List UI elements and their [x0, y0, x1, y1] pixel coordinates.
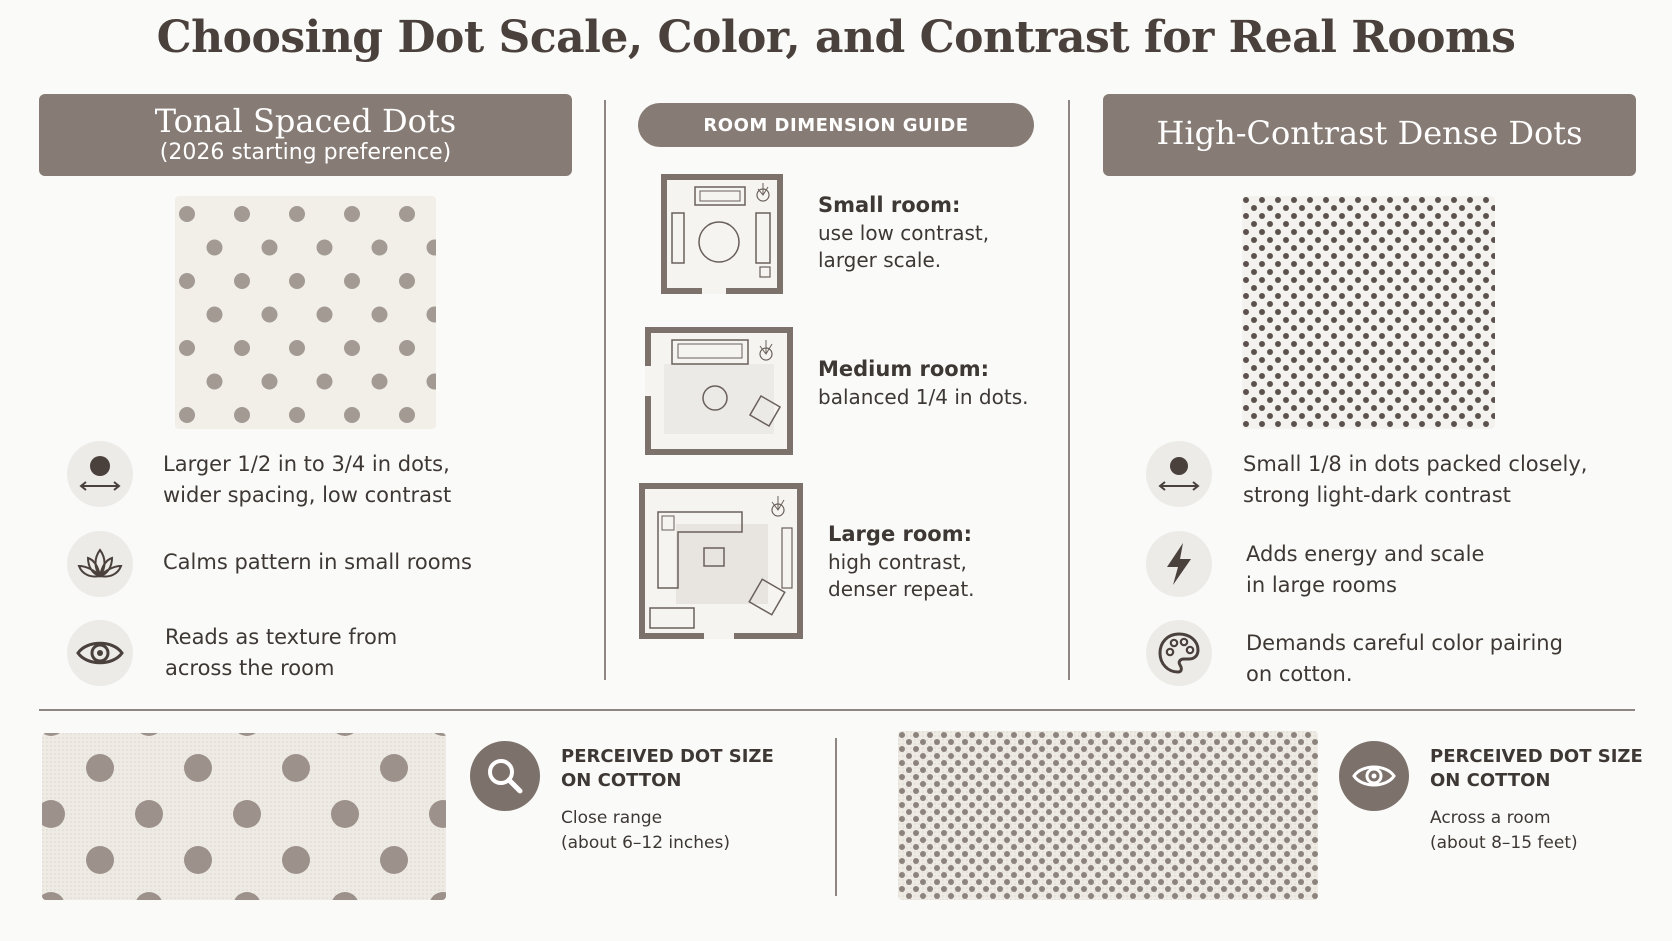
left-feature-1-line1: Larger 1/2 in to 3/4 in dots, — [163, 452, 450, 476]
eye-icon — [1339, 741, 1409, 811]
close-range-title-line1: PERCEIVED DOT SIZE — [561, 746, 774, 767]
tonal-dots-banner — [39, 94, 572, 176]
small-room-label: Small room: — [818, 193, 961, 217]
medium-room-label: Medium room: — [818, 357, 990, 381]
magnifier-icon — [470, 741, 540, 811]
across-room-desc-line2: (about 8–15 feet) — [1430, 833, 1578, 853]
left-feature-3 — [165, 622, 397, 684]
medium-room-info — [818, 354, 1028, 411]
large-room-info — [828, 519, 975, 603]
section-divider — [39, 709, 1635, 711]
large-room-line1: high contrast, — [828, 550, 967, 574]
left-feature-3-line2: across the room — [165, 656, 335, 680]
page-title: Choosing Dot Scale, Color, and Contrast for Real Rooms — [156, 12, 1516, 63]
dot-spacing-icon — [67, 441, 133, 507]
left-feature-1-line2: wider spacing, low contrast — [163, 483, 452, 507]
medium-room-line1: balanced 1/4 in dots. — [818, 385, 1029, 409]
small-room-info — [818, 190, 989, 274]
right-feature-3-line1: Demands careful color pairing — [1246, 631, 1563, 655]
left-feature-2-line1: Calms pattern in small rooms — [163, 550, 472, 574]
room-dimension-guide-label: ROOM DIMENSION GUIDE — [638, 103, 1034, 147]
across-room-desc-line1: Across a room — [1430, 808, 1551, 828]
small-room-floorplan — [660, 173, 784, 295]
dense-dots-title: High-Contrast Dense Dots — [1156, 114, 1583, 152]
right-feature-3 — [1246, 628, 1563, 690]
tonal-dots-subtitle: (2026 starting preference) — [159, 140, 452, 166]
across-room-title-line2: ON COTTON — [1430, 770, 1551, 791]
close-range-desc-line2: (about 6–12 inches) — [561, 833, 731, 853]
across-room-info — [1430, 745, 1643, 856]
right-feature-2-line2: in large rooms — [1246, 573, 1397, 597]
dense-dots-swatch — [1242, 196, 1495, 429]
right-feature-1 — [1243, 449, 1587, 511]
palette-icon — [1146, 620, 1212, 686]
bottom-divider — [835, 738, 837, 896]
right-feature-1-line1: Small 1/8 in dots packed closely, — [1243, 452, 1588, 476]
medium-room-floorplan — [644, 326, 794, 456]
across-room-title-line1: PERCEIVED DOT SIZE — [1430, 746, 1643, 767]
fabric-small-dots-distance — [898, 731, 1318, 900]
large-room-line2: denser repeat. — [828, 577, 975, 601]
left-feature-1 — [163, 449, 451, 511]
column-divider-right — [1068, 100, 1070, 680]
right-feature-3-line2: on cotton. — [1246, 662, 1353, 686]
close-range-desc-line1: Close range — [561, 808, 663, 828]
eye-icon — [67, 620, 133, 686]
right-feature-1-line2: strong light-dark contrast — [1243, 483, 1511, 507]
large-room-floorplan — [638, 482, 804, 640]
close-range-info — [561, 745, 774, 856]
dense-dots-banner — [1103, 94, 1636, 176]
fabric-large-dots-closeup — [42, 733, 446, 900]
lightning-icon — [1146, 531, 1212, 597]
close-range-title-line2: ON COTTON — [561, 770, 682, 791]
column-divider-left — [604, 100, 606, 680]
left-feature-3-line1: Reads as texture from — [165, 625, 398, 649]
left-feature-2 — [163, 547, 472, 578]
tonal-dots-title: Tonal Spaced Dots — [154, 102, 457, 140]
dot-spacing-icon — [1146, 441, 1212, 507]
large-room-label: Large room: — [828, 522, 972, 546]
small-room-line1: use low contrast, — [818, 221, 990, 245]
right-feature-2 — [1246, 539, 1484, 601]
right-feature-2-line1: Adds energy and scale — [1246, 542, 1485, 566]
tonal-dots-swatch — [175, 196, 436, 429]
lotus-icon — [67, 531, 133, 597]
small-room-line2: larger scale. — [818, 248, 942, 272]
